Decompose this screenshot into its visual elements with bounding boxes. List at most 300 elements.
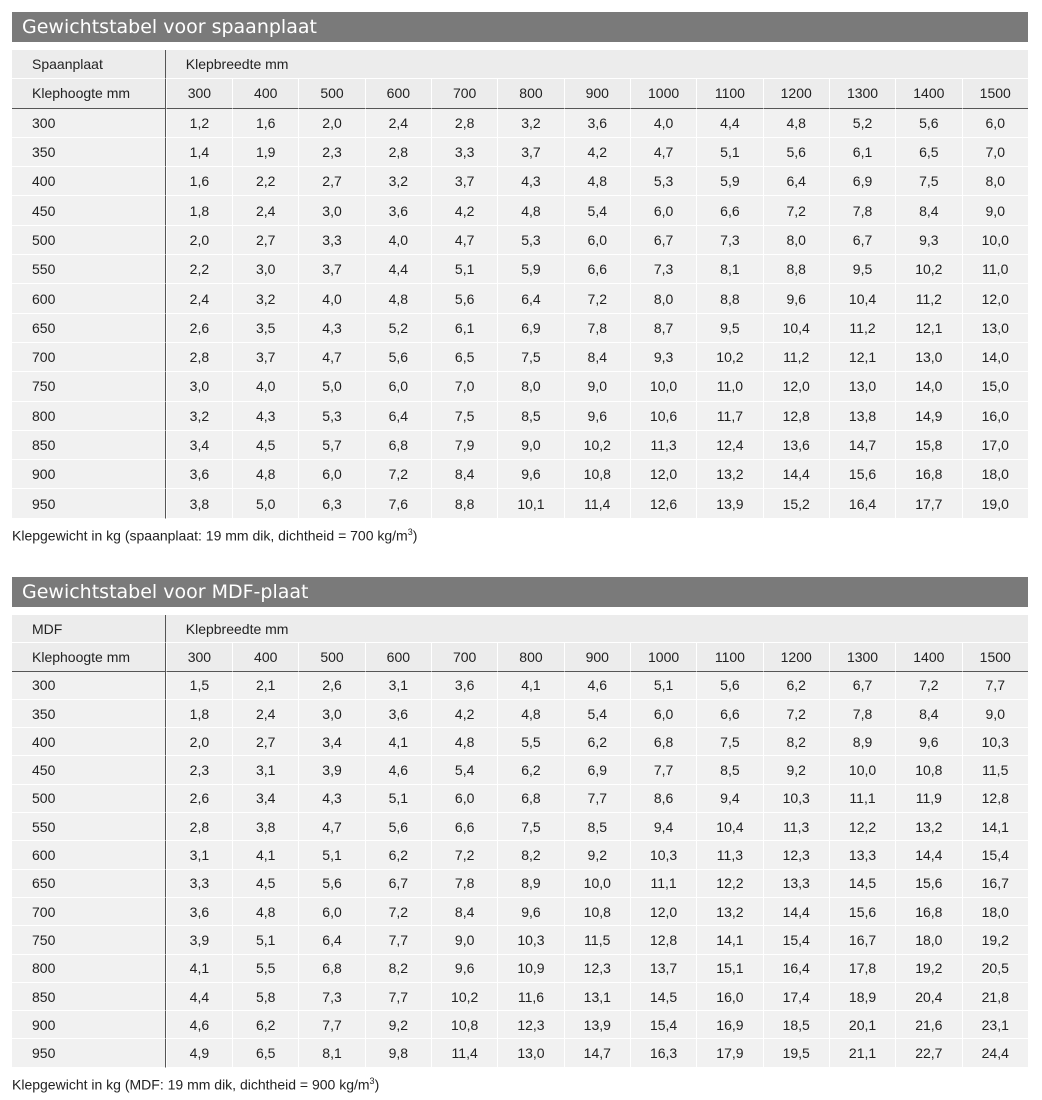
- table-row: [12, 955, 1028, 983]
- table-cell: 6,1: [829, 138, 895, 167]
- table-cell: 2,1: [232, 672, 298, 700]
- table-cell: 4,7: [298, 813, 364, 841]
- table-cell: 10,4: [696, 813, 762, 841]
- table-cell: 7,7: [298, 1011, 364, 1039]
- table-row: [12, 109, 1028, 138]
- table-cell: 10,0: [829, 756, 895, 784]
- row-header: 400: [12, 728, 166, 756]
- table-cell: 19,0: [962, 489, 1029, 518]
- row-header: 300: [12, 109, 166, 138]
- table-cell: 1,5: [166, 672, 232, 700]
- table-cell: 16,9: [696, 1011, 762, 1039]
- table-cell: 8,4: [431, 898, 497, 926]
- table-cell: 6,9: [497, 314, 563, 343]
- row-header: 300: [12, 672, 166, 700]
- table-cell: 17,9: [696, 1039, 762, 1067]
- row-header: 700: [12, 343, 166, 372]
- table-cell: 6,6: [696, 700, 762, 728]
- table-row: [12, 372, 1028, 401]
- table-cell: 6,8: [630, 728, 696, 756]
- table-cell: 2,8: [365, 138, 431, 167]
- row-header: 550: [12, 255, 166, 284]
- table-cell: 8,8: [431, 489, 497, 518]
- table-cell: 2,3: [298, 138, 364, 167]
- table-cell: 10,2: [431, 983, 497, 1011]
- column-header: 1300: [829, 643, 895, 671]
- table-cell: 3,7: [232, 343, 298, 372]
- column-header: 1200: [763, 643, 829, 671]
- table-cell: 1,4: [166, 138, 232, 167]
- table-cell: 8,7: [630, 314, 696, 343]
- table-cell: 11,5: [962, 756, 1029, 784]
- row-header: 600: [12, 841, 166, 869]
- table-cell: 10,4: [763, 314, 829, 343]
- table-cell: 7,2: [895, 672, 961, 700]
- table-cell: 5,2: [829, 109, 895, 138]
- table-cell: 15,6: [895, 870, 961, 898]
- table-cell: 10,6: [630, 402, 696, 431]
- table-cell: 11,2: [763, 343, 829, 372]
- table-cell: 7,2: [365, 898, 431, 926]
- table-cell: 8,9: [497, 870, 563, 898]
- table-cell: 14,4: [763, 460, 829, 489]
- table-cell: 18,0: [962, 460, 1029, 489]
- table-cell: 3,2: [365, 167, 431, 196]
- column-header: 1000: [630, 79, 696, 108]
- table-cell: 17,0: [962, 431, 1029, 460]
- table-cell: 4,4: [365, 255, 431, 284]
- column-header: 1000: [630, 643, 696, 671]
- width-header: Klepbreedte mm: [166, 50, 1028, 79]
- column-header: 300: [166, 79, 232, 108]
- table-title: Gewichtstabel voor spaanplaat: [12, 12, 1028, 42]
- table-cell: 2,6: [298, 672, 364, 700]
- table-row: [12, 167, 1028, 196]
- table-cell: 6,2: [763, 672, 829, 700]
- table-cell: 5,1: [298, 841, 364, 869]
- table-cell: 5,5: [232, 955, 298, 983]
- column-header: 900: [564, 643, 630, 671]
- table-row: [12, 728, 1028, 756]
- table-cell: 5,4: [564, 700, 630, 728]
- table-cell: 2,0: [166, 728, 232, 756]
- table-cell: 4,3: [497, 167, 563, 196]
- table-cell: 8,4: [895, 700, 961, 728]
- table-cell: 4,4: [696, 109, 762, 138]
- table-row: [12, 284, 1028, 313]
- row-header: 850: [12, 983, 166, 1011]
- column-header: 600: [365, 79, 431, 108]
- table-cell: 15,0: [962, 372, 1029, 401]
- table-cell: 12,2: [829, 813, 895, 841]
- table-cell: 3,2: [232, 284, 298, 313]
- table-cell: 11,0: [962, 255, 1029, 284]
- table-cell: 3,6: [365, 700, 431, 728]
- table-cell: 13,2: [696, 898, 762, 926]
- table-cell: 9,2: [365, 1011, 431, 1039]
- table-cell: 6,5: [895, 138, 961, 167]
- table-cell: 3,7: [431, 167, 497, 196]
- table-cell: 18,9: [829, 983, 895, 1011]
- table-cell: 2,3: [166, 756, 232, 784]
- row-header: 500: [12, 785, 166, 813]
- table-cell: 13,0: [895, 343, 961, 372]
- table-cell: 16,4: [829, 489, 895, 518]
- row-header: 800: [12, 402, 166, 431]
- table-cell: 3,0: [166, 372, 232, 401]
- table-cell: 5,2: [365, 314, 431, 343]
- row-header: 400: [12, 167, 166, 196]
- table-cell: 8,6: [630, 785, 696, 813]
- table-cell: 4,8: [232, 898, 298, 926]
- table-cell: 2,6: [166, 785, 232, 813]
- table-cell: 4,8: [763, 109, 829, 138]
- table-cell: 4,5: [232, 431, 298, 460]
- table-cell: 5,3: [630, 167, 696, 196]
- table-cell: 7,5: [895, 167, 961, 196]
- table-cell: 1,9: [232, 138, 298, 167]
- table-cell: 6,6: [431, 813, 497, 841]
- table-cell: 7,2: [763, 700, 829, 728]
- table-cell: 17,4: [763, 983, 829, 1011]
- table-cell: 7,8: [829, 196, 895, 225]
- table-cell: 2,4: [365, 109, 431, 138]
- table-cell: 11,0: [696, 372, 762, 401]
- table-cell: 10,4: [829, 284, 895, 313]
- row-header: 350: [12, 700, 166, 728]
- table-cell: 1,2: [166, 109, 232, 138]
- table-cell: 13,0: [962, 314, 1029, 343]
- column-header: 1300: [829, 79, 895, 108]
- table-row: [12, 785, 1028, 813]
- column-header: 400: [232, 79, 298, 108]
- row-header: 850: [12, 431, 166, 460]
- table-cell: 10,8: [564, 460, 630, 489]
- table-cell: 11,2: [895, 284, 961, 313]
- table-cell: 8,8: [763, 255, 829, 284]
- table-cell: 8,5: [564, 813, 630, 841]
- table-cell: 8,4: [431, 460, 497, 489]
- table-cell: 6,1: [431, 314, 497, 343]
- table-cell: 15,2: [763, 489, 829, 518]
- table-cell: 5,4: [431, 756, 497, 784]
- table-cell: 9,6: [763, 284, 829, 313]
- table-cell: 5,9: [696, 167, 762, 196]
- table-cell: 6,7: [829, 672, 895, 700]
- row-header: 650: [12, 870, 166, 898]
- column-header: 1100: [696, 79, 762, 108]
- table-cell: 6,0: [298, 898, 364, 926]
- table-cell: 12,3: [763, 841, 829, 869]
- table-cell: 2,8: [431, 109, 497, 138]
- table-row: [12, 431, 1028, 460]
- table-cell: 12,8: [962, 785, 1029, 813]
- spaanplaat-weight-section: [12, 12, 1028, 543]
- table-cell: 10,3: [630, 841, 696, 869]
- table-cell: 14,4: [895, 841, 961, 869]
- table-cell: 4,1: [232, 841, 298, 869]
- table-cell: 4,8: [365, 284, 431, 313]
- table-cell: 3,8: [232, 813, 298, 841]
- column-header: 1500: [962, 643, 1029, 671]
- table-cell: 4,1: [365, 728, 431, 756]
- table-cell: 4,3: [232, 402, 298, 431]
- table-cell: 2,0: [298, 109, 364, 138]
- table-cell: 3,6: [166, 460, 232, 489]
- table-cell: 12,8: [630, 926, 696, 954]
- corner-label: MDF: [12, 615, 166, 643]
- table-cell: 6,3: [298, 489, 364, 518]
- table-cell: 9,6: [497, 460, 563, 489]
- table-cell: 7,5: [431, 402, 497, 431]
- table-cell: 4,9: [166, 1039, 232, 1067]
- column-header: 500: [298, 79, 364, 108]
- column-header: 1100: [696, 643, 762, 671]
- column-header: 700: [431, 79, 497, 108]
- table-cell: 8,4: [895, 196, 961, 225]
- table-cell: 5,1: [630, 672, 696, 700]
- table-cell: 7,5: [497, 813, 563, 841]
- table-row: [12, 489, 1028, 518]
- table-cell: 3,0: [232, 255, 298, 284]
- table-cell: 7,8: [829, 700, 895, 728]
- table-cell: 4,2: [564, 138, 630, 167]
- table-cell: 2,2: [232, 167, 298, 196]
- table-cell: 5,7: [298, 431, 364, 460]
- table-cell: 16,8: [895, 460, 961, 489]
- table-cell: 9,6: [497, 898, 563, 926]
- table-cell: 7,3: [298, 983, 364, 1011]
- table-cell: 5,6: [365, 343, 431, 372]
- table-cell: 7,5: [696, 728, 762, 756]
- table-cell: 11,9: [895, 785, 961, 813]
- table-row: [12, 841, 1028, 869]
- table-row: [12, 672, 1028, 700]
- table-cell: 6,0: [365, 372, 431, 401]
- table-cell: 8,2: [763, 728, 829, 756]
- table-cell: 6,0: [564, 226, 630, 255]
- header-row: [12, 615, 1028, 643]
- table-cell: 3,6: [166, 898, 232, 926]
- table-cell: 9,6: [431, 955, 497, 983]
- table-cell: 6,2: [365, 841, 431, 869]
- table-cell: 15,4: [630, 1011, 696, 1039]
- table-cell: 8,2: [497, 841, 563, 869]
- table-cell: 8,0: [497, 372, 563, 401]
- row-header: 700: [12, 898, 166, 926]
- row-header: 900: [12, 1011, 166, 1039]
- table-cell: 2,7: [232, 728, 298, 756]
- table-cell: 18,5: [763, 1011, 829, 1039]
- table-cell: 3,5: [232, 314, 298, 343]
- table-cell: 9,0: [962, 196, 1029, 225]
- table-cell: 13,6: [763, 431, 829, 460]
- table-cell: 7,8: [564, 314, 630, 343]
- table-cell: 5,4: [564, 196, 630, 225]
- corner-label: Spaanplaat: [12, 50, 166, 79]
- table-cell: 3,0: [298, 196, 364, 225]
- column-header: 600: [365, 643, 431, 671]
- table-row: [12, 343, 1028, 372]
- table-cell: 4,8: [564, 167, 630, 196]
- table-cell: 9,0: [497, 431, 563, 460]
- table-cell: 10,2: [696, 343, 762, 372]
- table-cell: 2,8: [166, 343, 232, 372]
- table-cell: 22,7: [895, 1039, 961, 1067]
- table-caption: Klepgewicht in kg (MDF: 19 mm dik, dichtheid = 900 $kg/m^3$): [12, 1075, 380, 1093]
- table-cell: 7,5: [497, 343, 563, 372]
- table-cell: 5,6: [431, 284, 497, 313]
- width-header: Klepbreedte mm: [166, 615, 1028, 643]
- table-row: [12, 402, 1028, 431]
- table-cell: 6,6: [564, 255, 630, 284]
- table-cell: 3,4: [166, 431, 232, 460]
- table-cell: 10,3: [763, 785, 829, 813]
- table-cell: 11,1: [829, 785, 895, 813]
- table-cell: 19,2: [895, 955, 961, 983]
- table-cell: 16,7: [962, 870, 1029, 898]
- table-cell: 2,0: [166, 226, 232, 255]
- table-cell: 4,6: [365, 756, 431, 784]
- column-header: 300: [166, 643, 232, 671]
- table-cell: 23,1: [962, 1011, 1029, 1039]
- table-cell: 9,0: [564, 372, 630, 401]
- table-cell: 7,8: [431, 870, 497, 898]
- column-header: 800: [497, 643, 563, 671]
- table-cell: 18,0: [895, 926, 961, 954]
- table-cell: 7,2: [431, 841, 497, 869]
- table-cell: 3,7: [298, 255, 364, 284]
- table-cell: 7,6: [365, 489, 431, 518]
- table-cell: 9,6: [895, 728, 961, 756]
- table-cell: 6,2: [497, 756, 563, 784]
- table-cell: 13,9: [564, 1011, 630, 1039]
- table-cell: 14,7: [829, 431, 895, 460]
- table-cell: 20,4: [895, 983, 961, 1011]
- table-cell: 10,0: [962, 226, 1029, 255]
- column-header: 1200: [763, 79, 829, 108]
- column-header: 800: [497, 79, 563, 108]
- weight-table: [12, 615, 1028, 1068]
- mdf-weight-section: [12, 577, 1028, 1092]
- table-cell: 2,4: [232, 196, 298, 225]
- table-cell: 11,5: [564, 926, 630, 954]
- table-cell: 5,1: [431, 255, 497, 284]
- table-cell: 4,7: [431, 226, 497, 255]
- table-cell: 5,6: [365, 813, 431, 841]
- table-cell: 11,4: [431, 1039, 497, 1067]
- table-cell: 4,0: [630, 109, 696, 138]
- table-cell: 8,0: [763, 226, 829, 255]
- table-cell: 9,6: [564, 402, 630, 431]
- column-header-row: [12, 643, 1028, 671]
- table-cell: 4,7: [630, 138, 696, 167]
- table-cell: 15,8: [895, 431, 961, 460]
- table-cell: 1,6: [232, 109, 298, 138]
- table-cell: 2,7: [298, 167, 364, 196]
- table-cell: 12,1: [829, 343, 895, 372]
- table-cell: 10,8: [895, 756, 961, 784]
- table-cell: 3,3: [166, 870, 232, 898]
- table-cell: 16,4: [763, 955, 829, 983]
- table-cell: 10,1: [497, 489, 563, 518]
- table-cell: 4,6: [564, 672, 630, 700]
- table-cell: 4,8: [497, 700, 563, 728]
- table-cell: 10,8: [431, 1011, 497, 1039]
- table-cell: 19,5: [763, 1039, 829, 1067]
- table-cell: 6,7: [365, 870, 431, 898]
- table-cell: 8,5: [696, 756, 762, 784]
- table-cell: 13,0: [829, 372, 895, 401]
- height-header: Klephoogte mm: [12, 79, 166, 108]
- table-cell: 16,0: [696, 983, 762, 1011]
- table-cell: 16,0: [962, 402, 1029, 431]
- table-cell: 20,5: [962, 955, 1029, 983]
- table-cell: 6,7: [829, 226, 895, 255]
- table-row: [12, 314, 1028, 343]
- table-cell: 6,9: [564, 756, 630, 784]
- table-row: [12, 870, 1028, 898]
- table-cell: 9,3: [630, 343, 696, 372]
- table-cell: 11,4: [564, 489, 630, 518]
- table-cell: 12,0: [962, 284, 1029, 313]
- table-cell: 16,7: [829, 926, 895, 954]
- table-cell: 8,8: [696, 284, 762, 313]
- table-cell: 5,0: [232, 489, 298, 518]
- table-cell: 7,7: [365, 926, 431, 954]
- row-header: 450: [12, 196, 166, 225]
- table-cell: 11,3: [763, 813, 829, 841]
- row-header: 650: [12, 314, 166, 343]
- row-header: 800: [12, 955, 166, 983]
- table-cell: 12,8: [763, 402, 829, 431]
- table-cell: 3,3: [298, 226, 364, 255]
- table-cell: 3,4: [298, 728, 364, 756]
- table-cell: 9,4: [696, 785, 762, 813]
- table-cell: 5,5: [497, 728, 563, 756]
- table-cell: 6,2: [564, 728, 630, 756]
- table-cell: 8,4: [564, 343, 630, 372]
- table-cell: 14,1: [962, 813, 1029, 841]
- table-cell: 13,7: [630, 955, 696, 983]
- table-cell: 9,5: [829, 255, 895, 284]
- table-cell: 13,0: [497, 1039, 563, 1067]
- table-row: [12, 196, 1028, 225]
- table-cell: 17,8: [829, 955, 895, 983]
- table-cell: 7,3: [696, 226, 762, 255]
- column-header: 1400: [895, 643, 961, 671]
- table-cell: 2,4: [166, 284, 232, 313]
- table-row: [12, 1011, 1028, 1039]
- table-cell: 14,7: [564, 1039, 630, 1067]
- table-row: [12, 983, 1028, 1011]
- table-cell: 15,4: [962, 841, 1029, 869]
- table-cell: 6,9: [829, 167, 895, 196]
- table-cell: 9,0: [962, 700, 1029, 728]
- table-title: Gewichtstabel voor MDF-plaat: [12, 577, 1028, 607]
- table-cell: 5,3: [497, 226, 563, 255]
- table-cell: 12,2: [696, 870, 762, 898]
- table-cell: 9,2: [763, 756, 829, 784]
- table-cell: 2,8: [166, 813, 232, 841]
- table-cell: 6,0: [298, 460, 364, 489]
- row-header: 950: [12, 1039, 166, 1067]
- height-header: Klephoogte mm: [12, 643, 166, 671]
- table-cell: 12,4: [696, 431, 762, 460]
- table-cell: 15,6: [829, 460, 895, 489]
- table-cell: 6,4: [365, 402, 431, 431]
- table-cell: 5,0: [298, 372, 364, 401]
